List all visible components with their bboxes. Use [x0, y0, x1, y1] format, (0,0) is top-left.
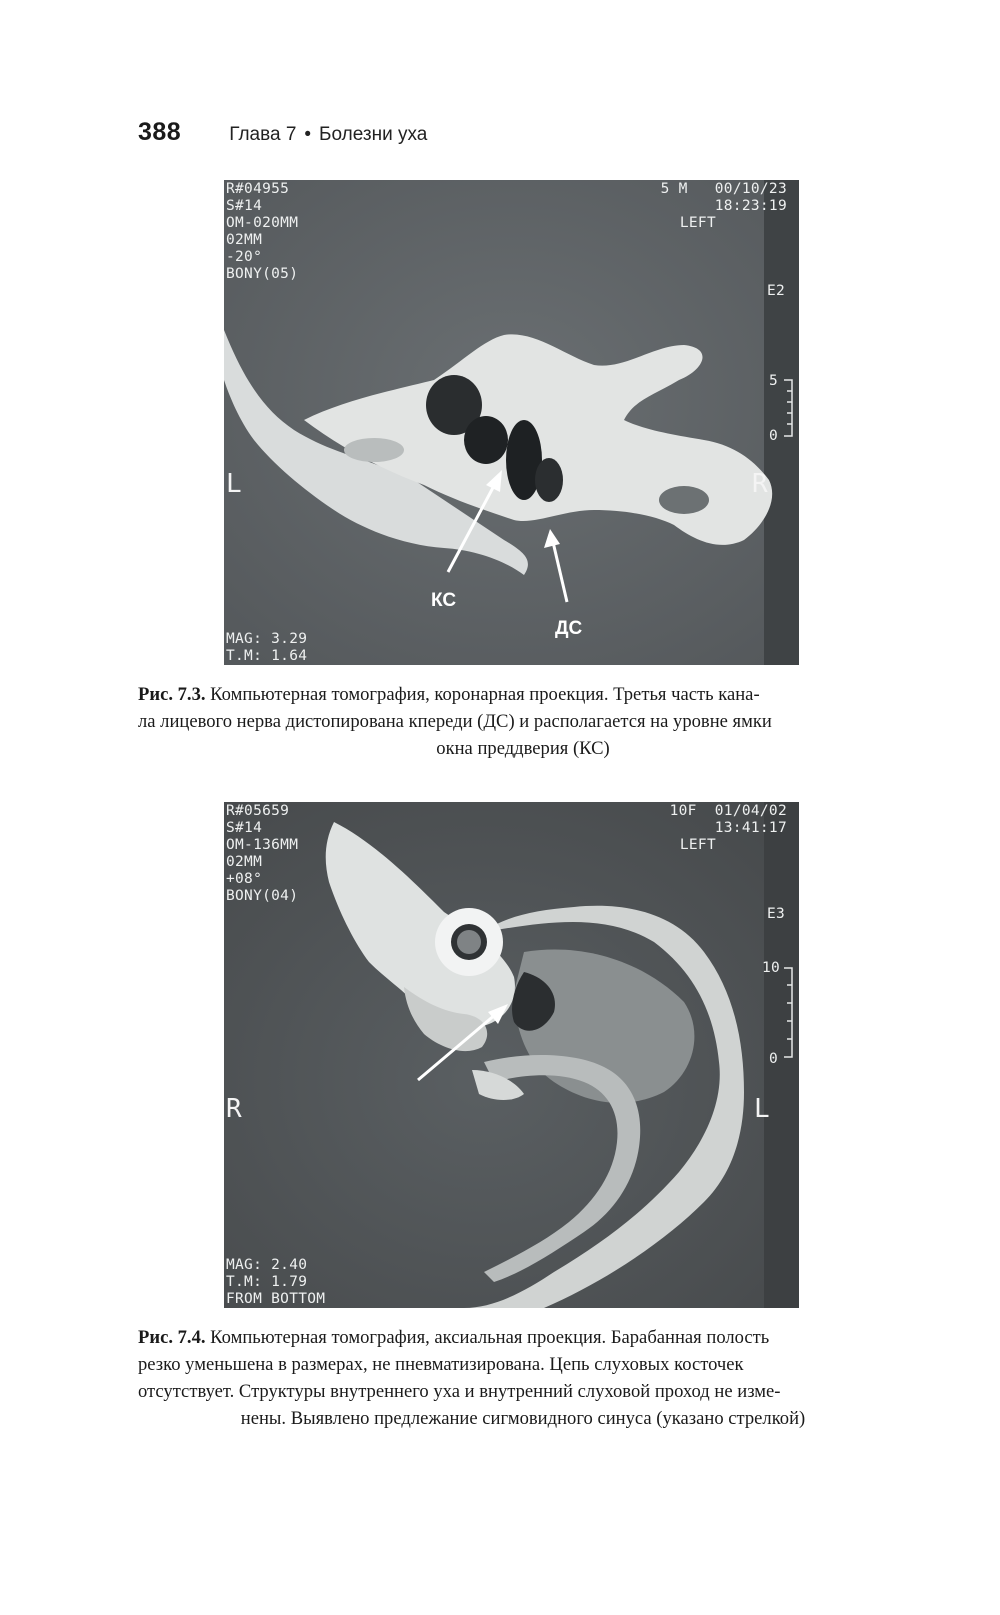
side-right-label: R — [752, 469, 768, 499]
caption-line: ла лицевого нерва дистопирована кпереди (ДС) и располагается на уровне ямки — [138, 711, 772, 732]
overlay-side: LEFT — [679, 215, 716, 231]
label-ds: ДС — [555, 618, 583, 639]
ct-image-axial — [224, 802, 799, 1308]
overlay-time: 18:23:19 — [714, 198, 787, 214]
overlay-line-6: BONY(04) — [226, 888, 299, 904]
overlay-line-3: OM-136MM — [226, 837, 299, 853]
caption-line-last: окна преддверия (КС) — [436, 738, 610, 759]
overlay-line-3: OM-020MM — [226, 215, 299, 231]
mag-readout: MAG: 2.40 — [226, 1257, 308, 1273]
scale-top: 5 — [769, 373, 779, 389]
scale-bottom: 0 — [769, 1051, 779, 1067]
overlay-line-4: 02MM — [226, 232, 263, 248]
overlay-line-5: +08° — [226, 871, 263, 887]
mag-readout: MAG: 3.29 — [226, 631, 308, 647]
overlay-line-1: R#05659 — [226, 803, 290, 819]
overlay-line-5: -20° — [226, 249, 263, 265]
tm-readout: T.M: 1.79 — [226, 1274, 308, 1290]
scale-bottom: 0 — [769, 428, 779, 444]
from-bottom-readout: FROM BOTTOM — [226, 1291, 326, 1307]
scale-code: E2 — [767, 283, 786, 299]
overlay-date: 5 M 00/10/23 — [660, 181, 787, 197]
running-header — [138, 118, 427, 147]
overlay-side: LEFT — [679, 837, 716, 853]
side-right-label: L — [754, 1094, 770, 1124]
running-title — [229, 124, 427, 146]
caption-line-last: нены. Выявлено предлежание сигмовидного синуса (указано стрелкой) — [240, 1408, 806, 1429]
page-number: 388 — [138, 118, 182, 146]
side-left-label: L — [226, 469, 242, 499]
label-ks: КС — [431, 590, 457, 611]
chapter-label: Глава 7 — [229, 124, 297, 145]
ct-image-coronal — [224, 180, 799, 665]
overlay-line-2: S#14 — [226, 198, 263, 214]
caption-number: Рис. 7.4. — [138, 1327, 206, 1348]
overlay-line-4: 02MM — [226, 854, 263, 870]
overlay-date: 10F 01/04/02 — [669, 803, 787, 819]
overlay-line-6: BONY(05) — [226, 266, 299, 282]
caption-line — [138, 1324, 908, 1351]
overlay-line-2: S#14 — [226, 820, 263, 836]
scale-top: 10 — [762, 960, 781, 976]
caption-number: Рис. 7.3. — [138, 684, 206, 705]
figure-7-3-caption — [138, 681, 908, 762]
figure-7-4-caption — [138, 1324, 908, 1432]
scale-code: E3 — [767, 906, 786, 922]
caption-line: резко уменьшена в размерах, не пневматизирована. Цепь слуховых косточек — [138, 1354, 744, 1375]
side-left-label: R — [226, 1094, 242, 1124]
caption-text: Компьютерная томография, аксиальная проекция. Барабанная полость — [210, 1327, 770, 1348]
caption-text: Компьютерная томография, коронарная проекция. Третья часть кана- — [210, 684, 760, 705]
section-label: Болезни уха — [319, 124, 428, 145]
caption-line: отсутствует. Структуры внутреннего уха и внутренний слуховой проход не изме- — [138, 1381, 781, 1402]
tm-readout: T.M: 1.64 — [226, 648, 308, 664]
overlay-line-1: R#04955 — [226, 181, 290, 197]
overlay-time: 13:41:17 — [714, 820, 787, 836]
bullet-separator: • — [304, 124, 312, 145]
caption-line — [138, 681, 908, 708]
